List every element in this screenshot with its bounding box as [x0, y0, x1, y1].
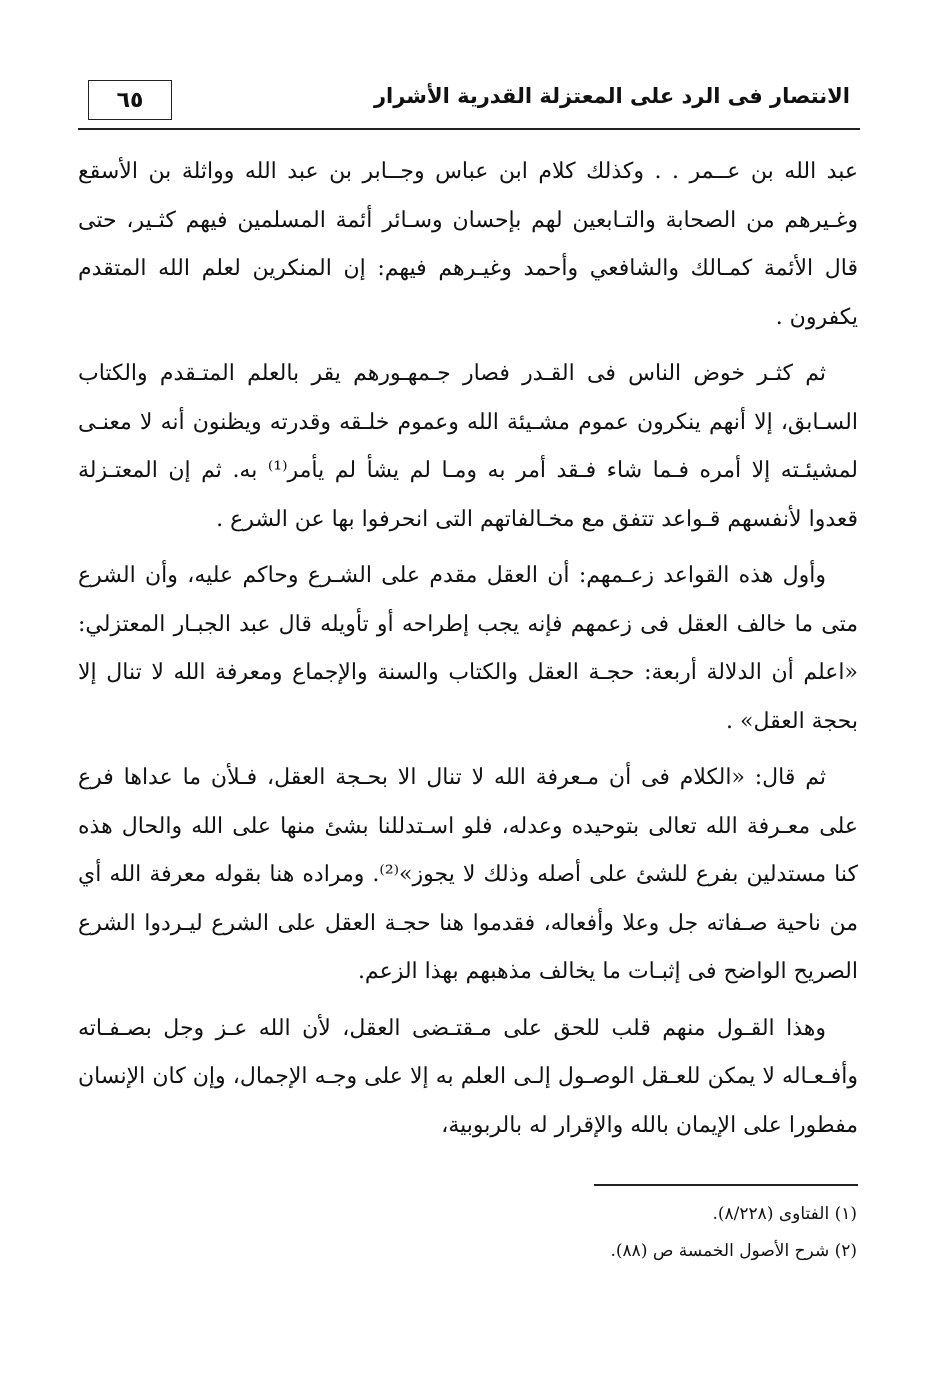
paragraph-5: وهذا القـول منهم قلب للحق على مـقتـضى العقل، لأن الله عـز وجل بصـفـاته وأفـعـاله لا يمكن للعـقل الوصـول إلـى العلم به إلا على وجـه الإجمال، وإن كان الإنسان مفطورا على الإيمان بالله والإقرار له بالربوبية، [78, 1015, 858, 1138]
header-rule [78, 128, 860, 130]
page-header [78, 76, 860, 124]
footnote-1: (١) الفتاوى (٨/٢٢٨). [712, 1204, 857, 1224]
paragraph-1: عبد الله بن عــمر . . وكذلك كلام ابن عباس وجــابر بن عبد الله وواثلة بن الأسقع وغـيرهم من الصحابة والتـابعين لهم بإحسان وسـائر أئمة المسلمين فيهم كثـير، حتى قال الأئمة كمـالك والشافعي وأحمد وغيـرهم فيهم: إن المنكرين لعلم الله المتقدم يكفرون . [78, 159, 858, 330]
running-title: الانتصار فى الرد على المعتزلة القدرية الأشرار [373, 84, 850, 108]
footnote-rule [594, 1184, 858, 1186]
page-number: ٦٥ [88, 80, 172, 120]
paragraph-3: وأول هذه القواعد زعـمهم: أن العقل مقدم على الشـرع وحاكم عليه، وأن الشرع متى ما خالف العقل فى زعمهم فإنه يجب إطراحه أو تأويله قال عبد الجبـار المعتزلي: «اعلم أن الدلالة أربعة: حجـة العقل والكتاب والسنة والإجماع ومعرفة الله لا تنال إلا بحجة العقل» . [78, 563, 858, 734]
paragraph-2: ثم كثـر خوض الناس فى القـدر فصار جـمهـورهم يقر بالعلم المتـقدم والكتاب السـابق، إلا أنهم ينكرون عموم مشـيئة الله وعموم خلـقه وقدرته ويظنون أنه لا معنـى لمشيئـته إلا أمره فـما شاء فـقد أمر به ومـا لم يشأ لم يأمر⁽¹⁾ به. ثم إن المعتـزلة قعدوا لأنفسهم قـواعد تتفق مع مخـالفاتهم التى انحرفوا بها عن الشرع . [78, 361, 858, 532]
paragraph-4: ثم قال: «الكلام فى أن مـعرفة الله لا تنال الا بحـجة العقل، فـلأن ما عداها فرع على معـرفة الله تعالى بتوحيده وعدله، فلو اسـتدللنا بشئ منها على الله والحال هذه كنا مستدلين بفرع للشئ على أصله وذلك لا يجوز»⁽²⁾. ومراده هنا بقوله معرفة الله أي من ناحية صـفاته جل وعلا وأفعاله، فقدموا هنا حجـة العقل على الشرع ليـردوا الشرع الصريح الواضح فى إثبـات ما يخالف مذهبهم بهذا الزعم. [78, 765, 858, 984]
footnote-2: (٢) شرح الأصول الخمسة ص (٨٨). [610, 1241, 857, 1261]
body-text [78, 148, 858, 1158]
footnotes [257, 1196, 857, 1270]
